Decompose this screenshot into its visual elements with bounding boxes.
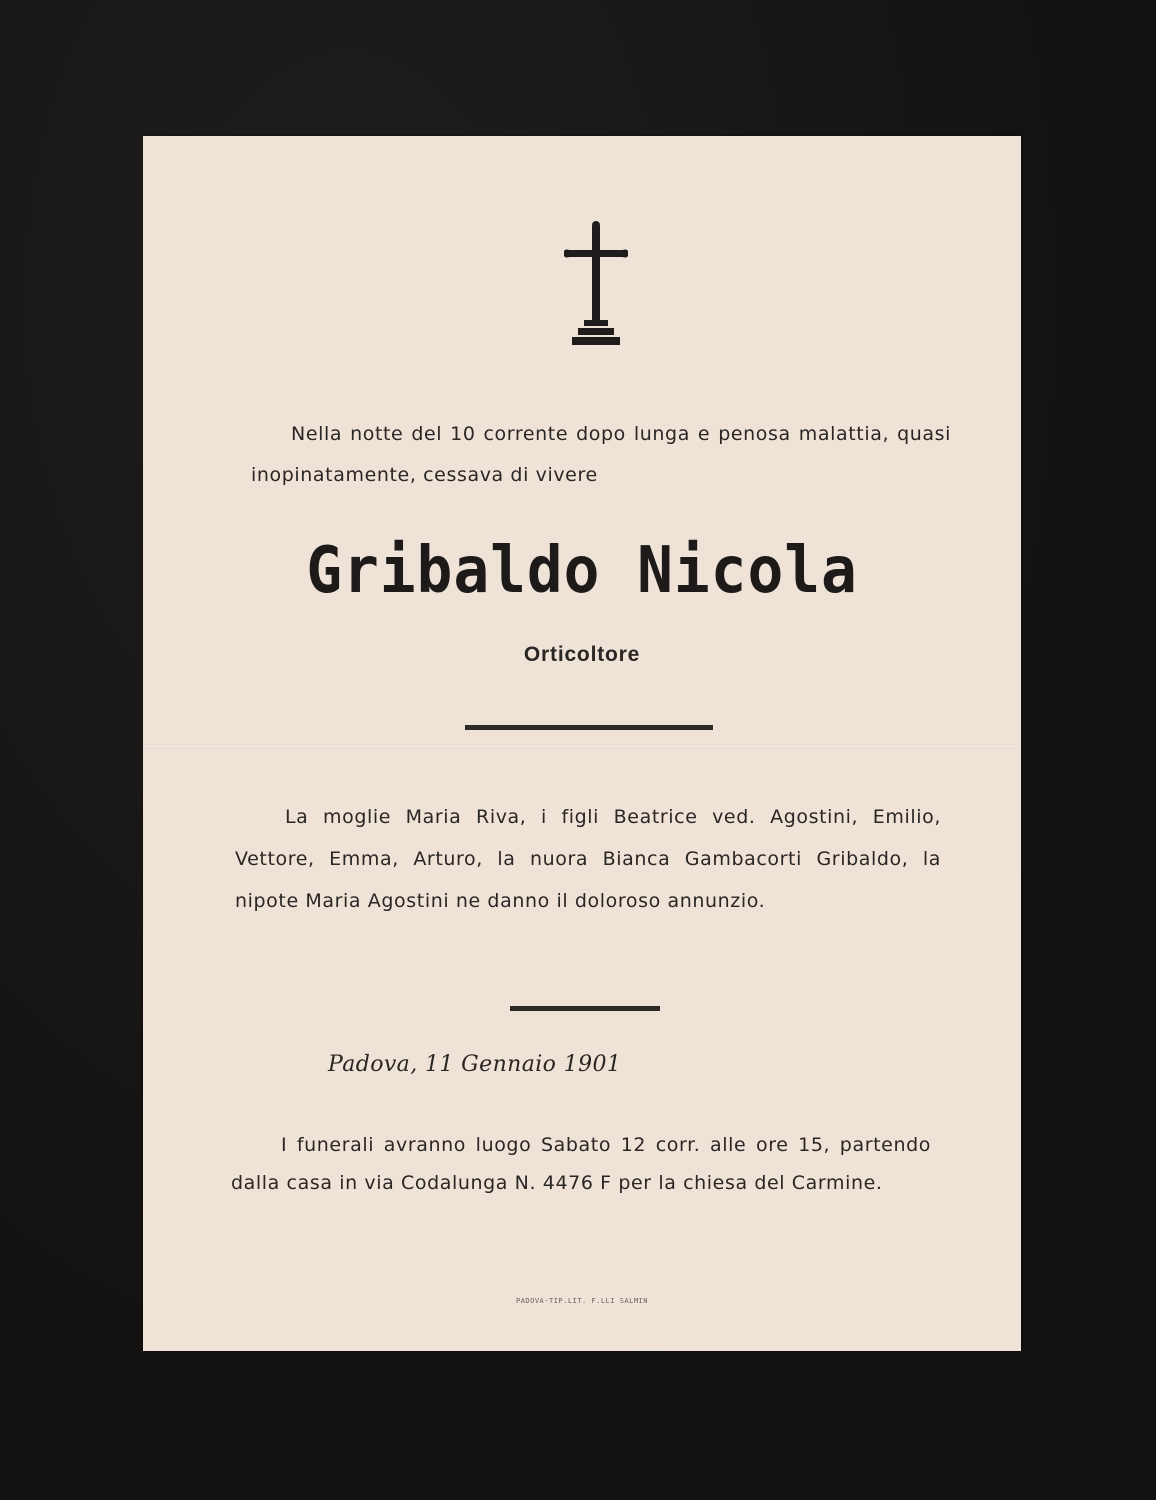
family-paragraph: La moglie Maria Riva, i figli Beatrice ved. Agostini, Emilio, Vettore, Emma, Arturo, la nuora Bianca Gambacorti Gribaldo, la nipote Maria Agostini ne danno il doloroso annunzio. bbox=[235, 806, 941, 912]
printer-imprint: PADOVA-TIP.LIT. F.LLI SALMIN bbox=[515, 1297, 648, 1305]
cross-icon bbox=[564, 220, 628, 348]
funeral-paragraph: I funerali avranno luogo Sabato 12 corr. alle ore 15, partendo dalla casa in via Codalunga N. 4476 F per la chiesa del Carmine. bbox=[231, 1134, 931, 1194]
obituary-sheet bbox=[143, 136, 1021, 1351]
deceased-name: Gribaldo Nicola bbox=[306, 534, 858, 608]
divider-rule-short bbox=[510, 1006, 660, 1011]
dateline: Padova, 11 Gennaio 1901 bbox=[328, 1052, 622, 1077]
paper-fold bbox=[143, 744, 1021, 746]
deceased-profession: Orticoltore bbox=[523, 643, 641, 666]
intro-paragraph: Nella notte del 10 corrente dopo lunga e penosa malattia, quasi inopinatamente, cessava di vivere bbox=[251, 423, 951, 486]
divider-rule bbox=[465, 725, 713, 730]
